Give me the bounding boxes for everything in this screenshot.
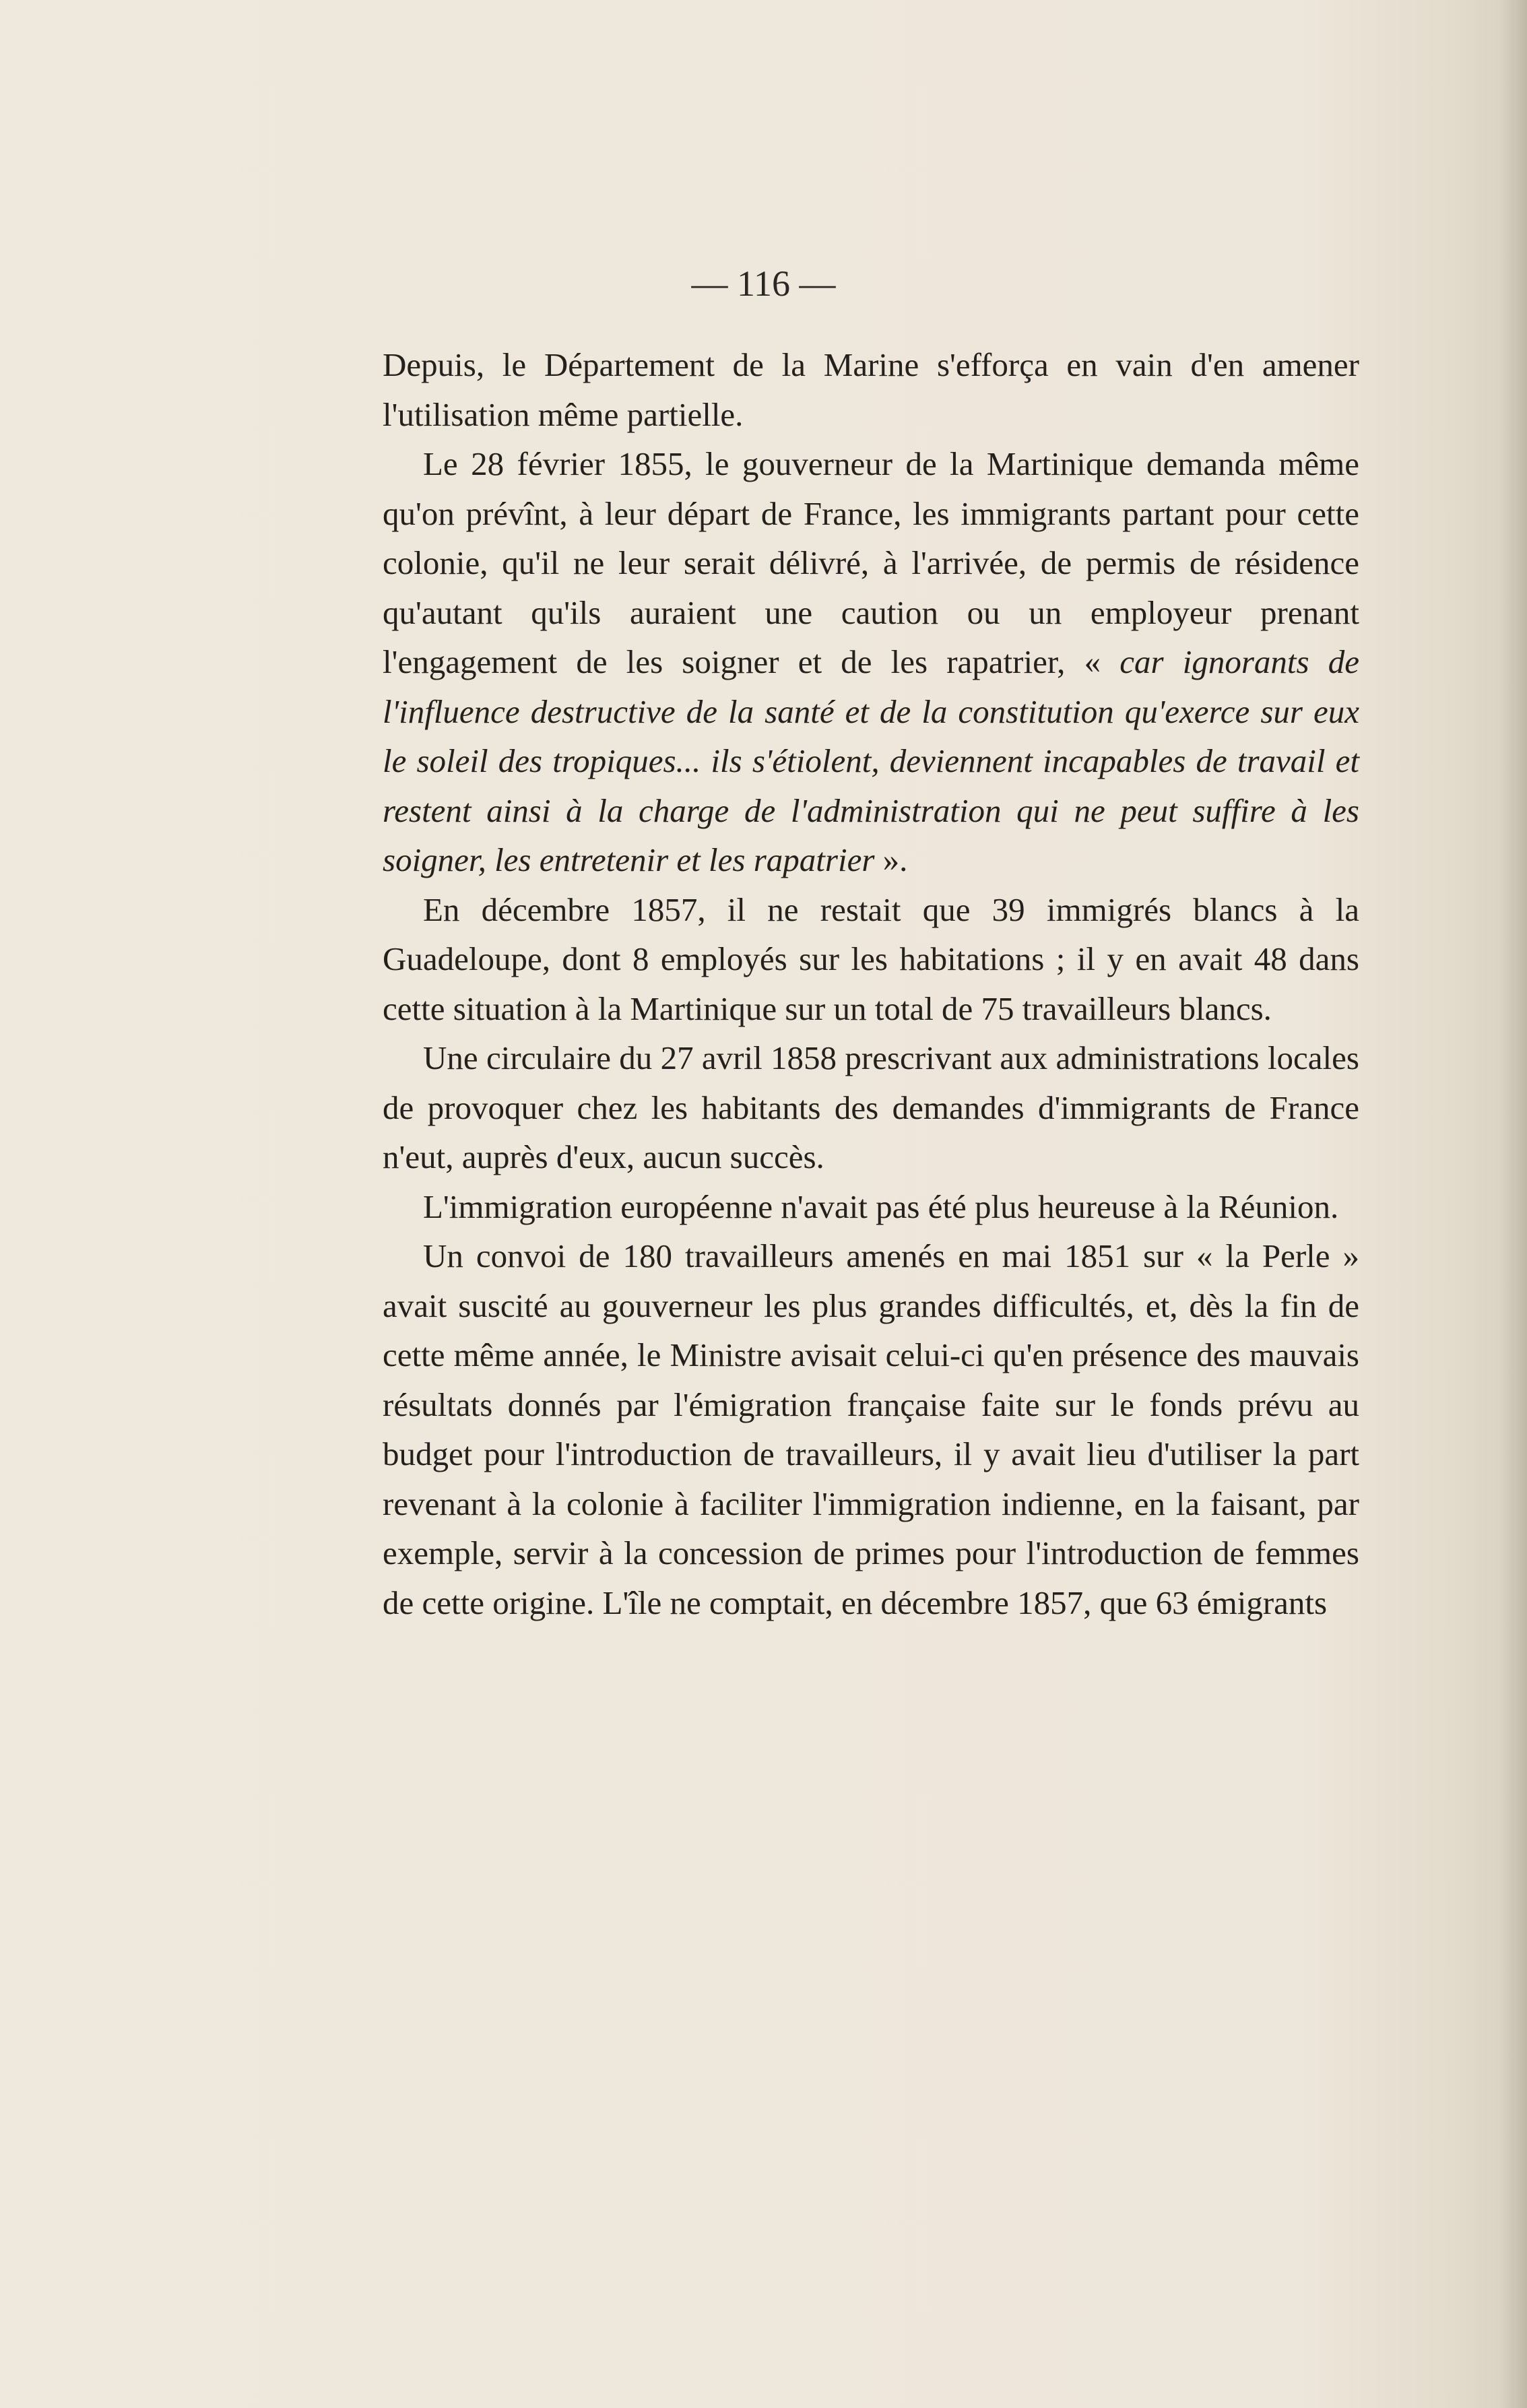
paragraph-2: [383, 439, 1359, 885]
page-edge-shadow: [1500, 0, 1527, 2408]
paragraph-2-before-quote: Le 28 février 1855, le gouverneur de la Martinique demanda même qu'on prévînt, à leur départ de France, les immigrants partant pour cette colonie, qu'il ne leur serait délivré, à l'arrivée, de permis de résidence qu'autant qu'ils auraient une caution ou un employeur prenant l'engagement de les soigner et de les rapatrier, «: [383, 445, 1359, 680]
paragraph-3: En décembre 1857, il ne restait que 39 immigrés blancs à la Guadeloupe, dont 8 employés sur les habitations ; il y en avait 48 dans cette situation à la Martinique sur un total de 75 travailleurs blancs.: [383, 890, 1359, 1027]
paragraph-1: Depuis, le Département de la Marine s'efforça en vain d'en amener l'utilisation même partielle.: [383, 346, 1359, 433]
paragraph-2-quote: car ignorants de l'influence destructive de la santé et de la constitution qu'exerce sur eux le soleil des tropiques... ils s'étiolent, deviennent incapables de travail et restent ainsi à la charge de l'administration qui ne peut suffire à les soigner, les entretenir et les rapatrier: [383, 643, 1359, 878]
paragraph-4: Une circulaire du 27 avril 1858 prescrivant aux administrations locales de provoquer chez les habitants des demandes d'immigrants de France n'eut, auprès d'eux, aucun succès.: [383, 1039, 1359, 1175]
paragraph-6: Un convoi de 180 travailleurs amenés en mai 1851 sur « la Perle » avait suscité au gouverneur les plus grandes difficultés, et, dès la fin de cette même année, le Ministre avisait celui-ci qu'en présence des mauvais résultats donnés par l'émigration française faite sur le fonds prévu au budget pour l'introduction de travailleurs, il y avait lieu d'utiliser la part revenant à la colonie à faciliter l'immigration indienne, en la faisant, par exemple, servir à la concession de primes pour l'introduction de femmes de cette origine. L'île ne comptait, en décembre 1857, que 63 émigrants: [383, 1237, 1359, 1621]
paragraph-2-after-quote: ».: [874, 841, 908, 878]
body-text: [383, 340, 1359, 1627]
paragraph-5: L'immigration européenne n'avait pas été plus heureuse à la Réunion.: [423, 1187, 1339, 1225]
page-number: — 116 —: [691, 263, 836, 304]
